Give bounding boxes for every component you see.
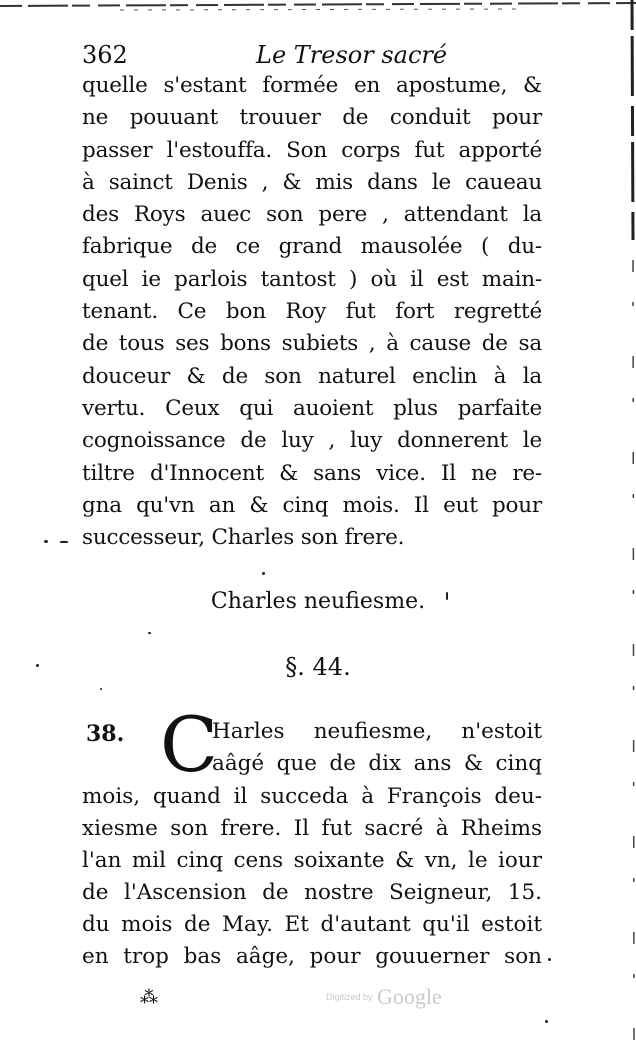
text-line: xiesme son frere. Il fut sacré à Rheims bbox=[82, 816, 542, 841]
paragraph-1 bbox=[82, 70, 542, 554]
margin-number: 38. bbox=[86, 721, 125, 747]
ink-speck bbox=[548, 958, 551, 961]
text-line: vertu. Ceux qui auoient plus parfaite bbox=[82, 395, 542, 421]
page-top-edge bbox=[0, 0, 636, 16]
ink-speck bbox=[100, 688, 102, 690]
text-line: aâgé que de dix ans & cinq bbox=[212, 751, 542, 776]
footer-ornament: ⁂ bbox=[140, 987, 158, 1008]
ink-speck bbox=[446, 592, 448, 600]
text-line: quelle s'estant formée en apostume, & bbox=[82, 73, 542, 98]
text-line: mois, quand il succeda à François deu- bbox=[82, 784, 542, 809]
ink-speck bbox=[60, 541, 68, 543]
digitized-watermark bbox=[326, 984, 442, 1010]
text-line: en trop bas aâge, pour gouuerner son bbox=[82, 944, 542, 969]
text-line: l'an mil cinq cens soixante & vn, le iour bbox=[82, 848, 542, 873]
ink-speck bbox=[36, 664, 39, 667]
text-line: de l'Ascension de nostre Seigneur, 15. bbox=[82, 880, 542, 905]
text-line: Harles neufiesme, n'estoit bbox=[212, 719, 542, 744]
ink-speck bbox=[148, 632, 151, 634]
page-right-edge bbox=[622, 0, 636, 1040]
ink-speck bbox=[44, 540, 48, 543]
text-line: fabrique de ce grand mausolée ( du- bbox=[82, 234, 542, 260]
text-line: douceur & de son naturel enclin à la bbox=[82, 363, 542, 389]
text-line: tenant. Ce bon Roy fut fort regretté bbox=[82, 299, 542, 325]
text-line: gna qu'vn an & cinq mois. Il eut pour bbox=[82, 492, 542, 518]
text-line: du mois de May. Et d'autant qu'il estoit bbox=[82, 912, 542, 937]
page-number: 362 bbox=[82, 41, 128, 69]
text-line: cognoissance de luy , luy donnerent le bbox=[82, 428, 542, 454]
ink-speck bbox=[262, 572, 265, 575]
text-line: tiltre d'Innocent & sans vice. Il ne re- bbox=[82, 460, 542, 486]
section-title: Charles neufiesme. bbox=[210, 589, 426, 614]
text-line: de tous ses bons subiets , à cause de sa bbox=[82, 331, 542, 357]
section-number: §. 44. bbox=[285, 653, 351, 681]
google-logo: Google bbox=[376, 984, 442, 1009]
ink-speck bbox=[545, 1020, 548, 1023]
text-line: à sainct Denis , & mis dans le caueau bbox=[82, 169, 542, 195]
text-line: successeur, Charles son frere. bbox=[82, 525, 405, 551]
text-line: des Roys auec son pere , attendant la bbox=[82, 202, 542, 228]
drop-cap: C bbox=[160, 700, 219, 789]
text-line: quel ie parlois tantost ) où il est main- bbox=[82, 266, 542, 292]
running-head bbox=[78, 38, 548, 72]
text-line: passer l'estouffa. Son corps fut apporté bbox=[82, 137, 542, 163]
watermark-prefix: Digitized by bbox=[326, 992, 373, 1002]
running-head-title: Le Tresor sacré bbox=[256, 41, 448, 69]
text-line: ne pouuant trouuer de conduit pour bbox=[82, 105, 542, 131]
